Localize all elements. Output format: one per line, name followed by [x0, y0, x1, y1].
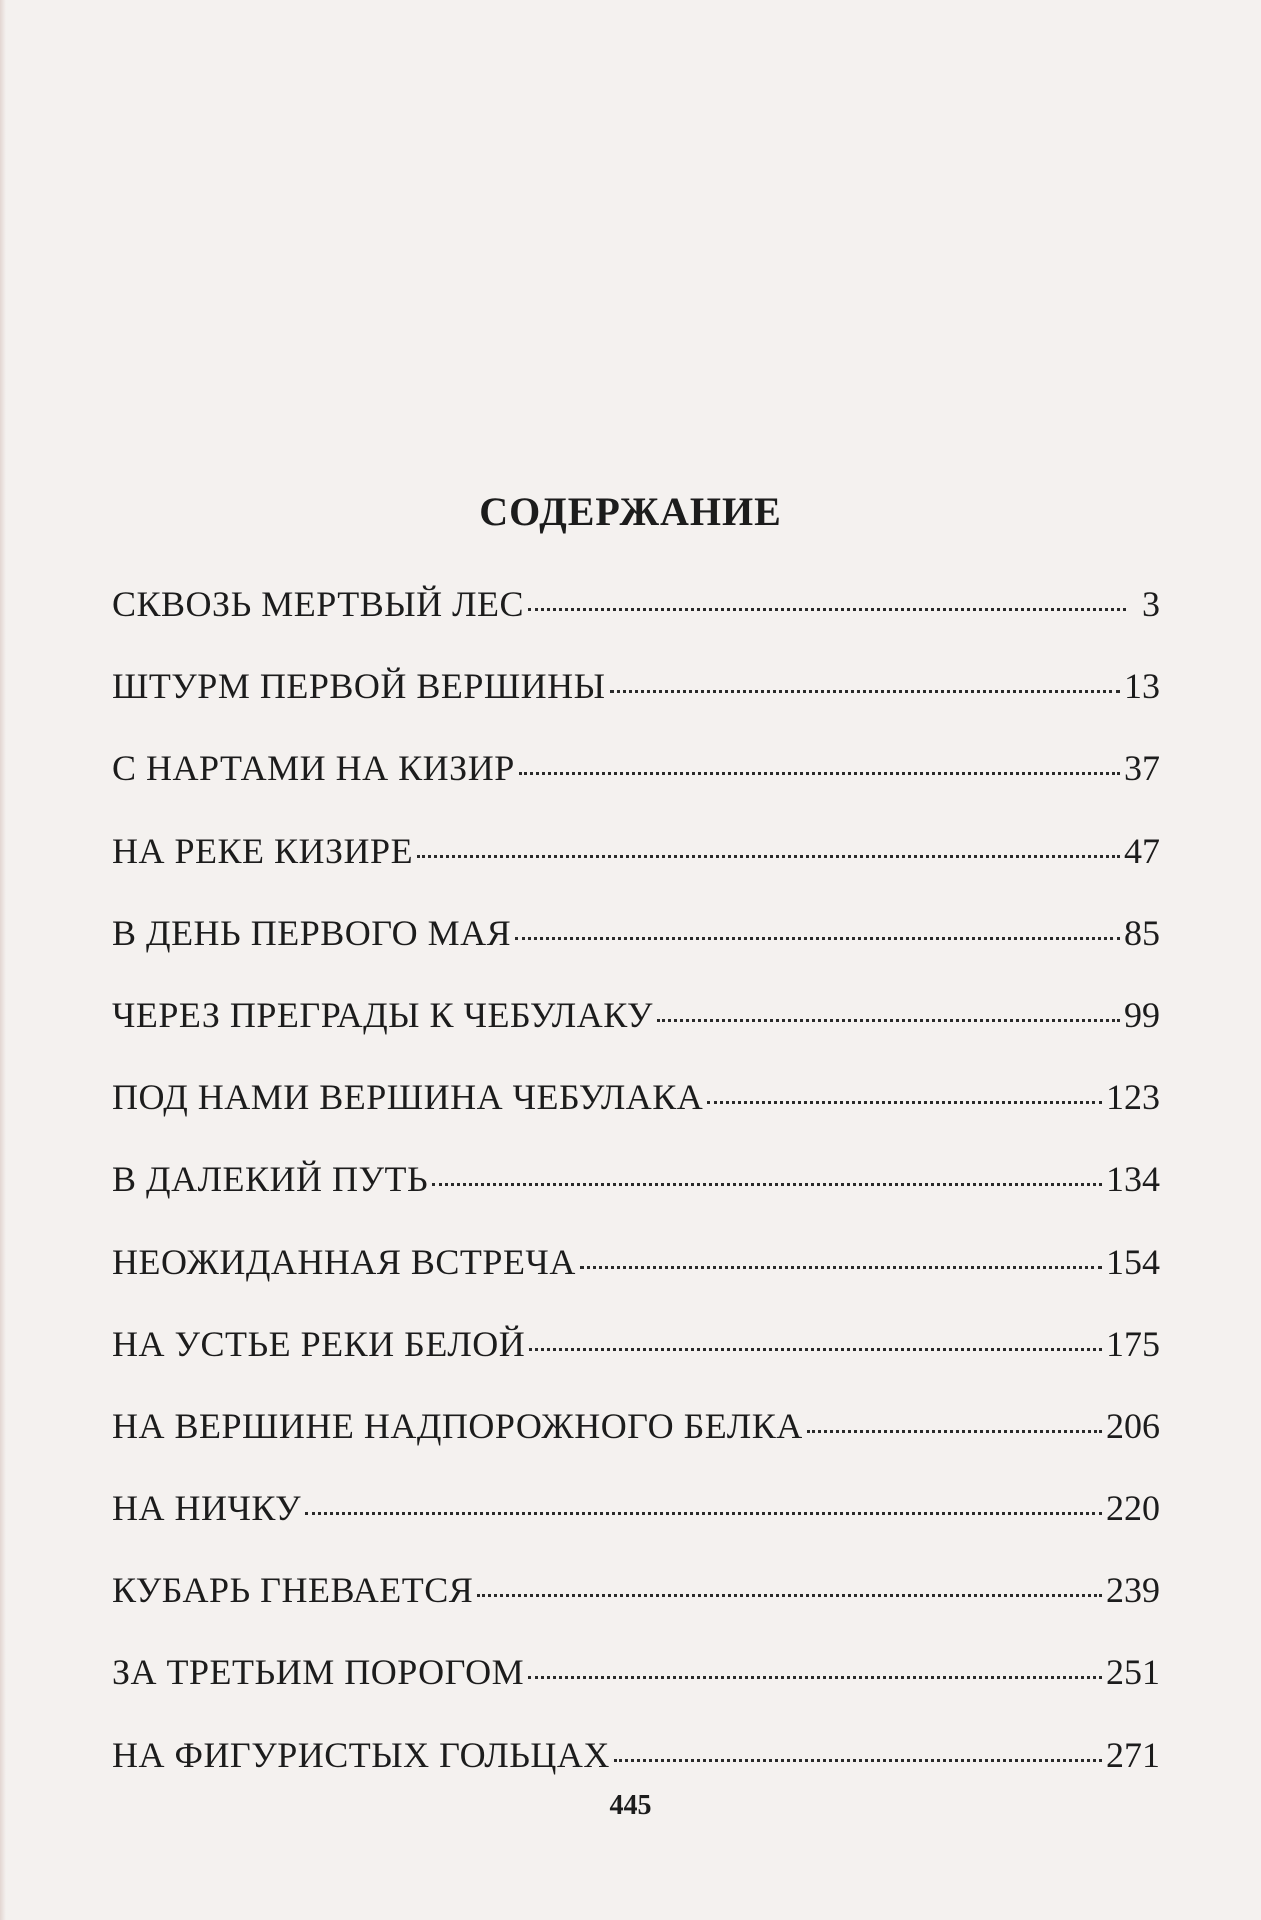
- toc-entry-title: НЕОЖИДАННАЯ ВСТРЕЧА: [112, 1241, 576, 1282]
- toc-entry[interactable]: [112, 1067, 1160, 1149]
- toc-entry-page: 3: [1142, 584, 1160, 624]
- toc-dot-leader: [305, 1512, 1102, 1515]
- toc-entry[interactable]: [112, 1560, 1160, 1642]
- toc-dot-leader: [477, 1594, 1102, 1597]
- toc-entry-page: 271: [1106, 1734, 1160, 1775]
- toc-entry[interactable]: [112, 1396, 1160, 1478]
- table-of-contents: [112, 574, 1160, 1807]
- toc-dot-leader: [807, 1430, 1102, 1433]
- toc-entry-page: 99: [1124, 994, 1160, 1035]
- toc-entry-page: 47: [1124, 830, 1160, 871]
- toc-heading: СОДЕРЖАНИЕ: [479, 489, 782, 534]
- toc-dot-leader: [529, 1348, 1102, 1351]
- toc-entry-page: 13: [1124, 666, 1160, 707]
- toc-dot-leader: [707, 1101, 1102, 1104]
- toc-entry-page: 37: [1124, 748, 1160, 789]
- toc-entry-title: НА НИЧКУ: [112, 1488, 302, 1529]
- toc-entry-page: 134: [1106, 1159, 1160, 1200]
- toc-dot-leader: [657, 1019, 1120, 1022]
- toc-entry[interactable]: [112, 574, 1160, 656]
- toc-entry-title: НА РЕКЕ КИЗИРЕ: [112, 830, 414, 871]
- toc-dot-leader: [580, 1266, 1102, 1269]
- toc-entry-page: 239: [1106, 1570, 1160, 1611]
- toc-dot-leader: [528, 608, 1126, 611]
- toc-dot-leader: [519, 772, 1120, 775]
- toc-entry-title: ЗА ТРЕТЬИМ ПОРОГОМ: [112, 1652, 525, 1693]
- toc-entry-title: НА ВЕРШИНЕ НАДПОРОЖНОГО БЕЛКА: [112, 1405, 803, 1446]
- toc-dot-leader: [432, 1183, 1102, 1186]
- toc-entry-page: 220: [1106, 1488, 1160, 1529]
- toc-entry-title: ПОД НАМИ ВЕРШИНА ЧЕБУЛАКА: [112, 1077, 704, 1118]
- toc-entry-page: 85: [1124, 912, 1160, 953]
- toc-dot-leader: [610, 690, 1120, 693]
- toc-entry[interactable]: [112, 1149, 1160, 1231]
- toc-entry-page: 206: [1106, 1405, 1160, 1446]
- toc-entry-title: С НАРТАМИ НА КИЗИР: [112, 748, 515, 789]
- toc-entry-page: 154: [1106, 1241, 1160, 1282]
- page-edge: [0, 0, 6, 1920]
- toc-entry-title: ШТУРМ ПЕРВОЙ ВЕРШИНЫ: [112, 666, 606, 707]
- toc-entry-title: НА УСТЬЕ РЕКИ БЕЛОЙ: [112, 1323, 526, 1364]
- toc-dot-leader: [614, 1759, 1102, 1762]
- toc-entry[interactable]: [112, 1314, 1160, 1396]
- page-number: 445: [609, 1790, 652, 1821]
- toc-dot-leader: [515, 937, 1120, 940]
- toc-entry[interactable]: [112, 1478, 1160, 1560]
- toc-entry[interactable]: [112, 738, 1160, 820]
- toc-entry-title: НА ФИГУРИСТЫХ ГОЛЬЦАХ: [112, 1734, 610, 1775]
- toc-entry[interactable]: [112, 985, 1160, 1067]
- toc-dot-leader: [417, 855, 1120, 858]
- toc-entry-title: В ДАЛЕКИЙ ПУТЬ: [112, 1159, 429, 1200]
- toc-entry-title: В ДЕНЬ ПЕРВОГО МАЯ: [112, 912, 512, 953]
- toc-entry[interactable]: [112, 656, 1160, 738]
- toc-entry-page: 251: [1106, 1652, 1160, 1693]
- toc-entry[interactable]: [112, 821, 1160, 903]
- toc-entry-page: 175: [1106, 1323, 1160, 1364]
- toc-entry-title: ЧЕРЕЗ ПРЕГРАДЫ К ЧЕБУЛАКУ: [112, 994, 653, 1035]
- toc-entry-page: 123: [1106, 1077, 1160, 1118]
- toc-entry[interactable]: [112, 1642, 1160, 1724]
- toc-entry-title: СКВОЗЬ МЕРТВЫЙ ЛЕС: [112, 584, 525, 624]
- toc-dot-leader: [528, 1676, 1102, 1679]
- toc-entry[interactable]: [112, 1232, 1160, 1314]
- toc-entry[interactable]: [112, 903, 1160, 985]
- toc-entry-title: КУБАРЬ ГНЕВАЕТСЯ: [112, 1570, 474, 1611]
